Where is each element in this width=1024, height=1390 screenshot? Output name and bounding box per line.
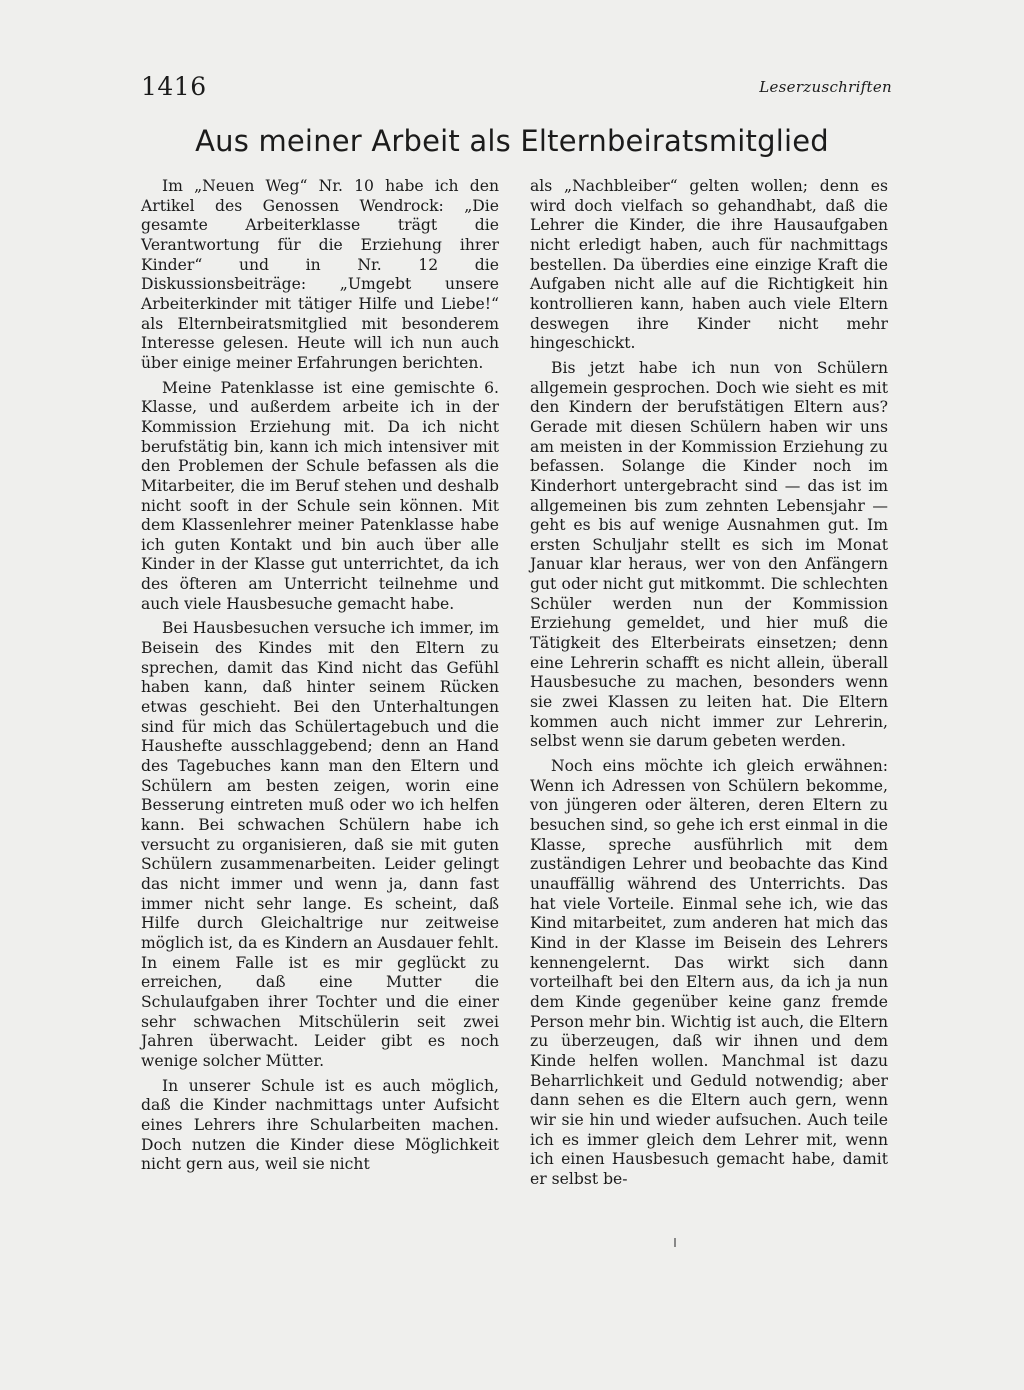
paragraph: Meine Patenklasse ist eine gemischte 6. Klasse, und außerdem arbeite ich in der Kommission Erziehung mit. Da ich nicht berufstätig bin, kann ich mich intensiver mit den Problemen der Schule befassen als die Mitarbeiter, die im Beruf stehen und deshalb nicht sooft in der Schule sein können. Mit dem Klassenlehrer meiner Patenklasse habe ich guten Kontakt und bin auch über alle Kinder in der Klasse gut unterrichtet, da ich des öfteren am Unterricht teilnehme und auch viele Hausbesuche gemacht habe. — [141, 378, 499, 613]
article-title: Aus meiner Arbeit als Elternbeiratsmitglied — [195, 124, 829, 158]
running-head: Leserzuschriften — [759, 78, 892, 96]
paragraph-continued: als „Nachbleiber“ gelten wollen; denn es wird doch vielfach so gehandhabt, daß die Lehrer die Kinder, die ihre Hausaufgaben nicht erledigt haben, auch für nachmittags bestellen. Da überdies eine einzige Kraft die Aufgaben nicht alle auf die Richtigkeit hin kontrollieren kann, haben auch viele Eltern deswegen ihre Kinder nicht mehr hingeschickt. — [530, 177, 888, 353]
paragraph: In unserer Schule ist es auch möglich, daß die Kinder nachmittags unter Aufsicht eines Lehrers ihre Schularbeiten machen. Doch nutzen die Kinder diese Möglichkeit nicht gern aus, weil sie nicht — [141, 1076, 499, 1174]
paragraph: Noch eins möchte ich gleich erwähnen: Wenn ich Adressen von Schülern bekomme, von jüngeren oder älteren, deren Eltern zu besuchen sind, so gehe ich erst einmal in die Klasse, spreche ausführlich mit dem zuständigen Lehrer und beobachte das Kind unauffällig während des Unterrichts. Das hat viele Vorteile. Einmal sehe ich, wie das Kind mitarbeitet, zum anderen hat mich das Kind in der Klasse im Beisein des Lehrers kennengelernt. Das wirkt sich dann vorteilhaft bei den Eltern aus, da ich ja nun dem Kinde gegenüber keine ganz fremde Person mehr bin. Wichtig ist auch, die Eltern zu überzeugen, daß wir ihnen und dem Kinde helfen wollen. Manchmal ist dazu Beharrlichkeit und Geduld notwendig; aber dann sehen es die Eltern auch gern, wenn wir sie hin und wieder aufsuchen. Auch teile ich es immer gleich dem Lehrer mit, wenn ich einen Hausbesuch gemacht habe, damit er selbst be- — [530, 757, 888, 1188]
paragraph: Bis jetzt habe ich nun von Schülern allgemein gesprochen. Doch wie sieht es mit den Kindern der berufstätigen Eltern aus? Gerade mit diesen Schülern haben wir uns am meisten in der Kommission Erziehung zu befassen. Solange die Kinder noch im Kinderhort untergebracht sind — das ist im allgemeinen bis zum zehnten Lebensjahr — geht es bis auf wenige Ausnahmen gut. Im ersten Schuljahr stellt es sich im Monat Januar klar heraus, wer von den Anfängern gut oder nicht gut mitkommt. Die schlechten Schüler werden nun der Kommission Erziehung gemeldet, und hier muß die Tätigkeit des Elterbeirats einsetzen; denn eine Lehrerin schafft es nicht allein, überall Hausbesuche zu machen, besonders wenn sie zwei Klassen zu leiten hat. Die Eltern kommen auch nicht immer zur Lehrerin, selbst wenn sie darum gebeten werden. — [530, 358, 888, 751]
page-number: 1416 — [141, 72, 207, 101]
paragraph: Bei Hausbesuchen versuche ich immer, im Beisein des Kindes mit den Eltern zu sprechen, damit das Kind nicht das Gefühl haben kann, daß hinter seinem Rücken etwas geschieht. Bei den Unterhaltungen sind für mich das Schülertagebuch und die Haushefte ausschlaggebend; denn an Hand des Tagebuches kann man den Eltern und Schülern am besten zeigen, worin eine Besserung eintreten muß oder wo ich helfen kann. Bei schwachen Schülern habe ich versucht zu organisieren, daß sie mit guten Schülern zusammenarbeiten. Leider gelingt das nicht immer und wenn ja, dann fast immer nicht sehr lange. Es scheint, daß Hilfe durch Gleichaltrige nur zeitweise möglich ist, da es Kindern an Ausdauer fehlt. In einem Falle ist es mir geglückt zu erreichen, daß eine Mutter die Schulaufgaben ihrer Tochter und die einer sehr schwachen Mitschülerin seit zwei Jahren überwacht. Leider gibt es noch wenige solcher Mütter. — [141, 619, 499, 1070]
print-mark — [674, 1238, 676, 1247]
left-column — [141, 177, 499, 1175]
right-column — [530, 177, 888, 1189]
paragraph: Im „Neuen Weg“ Nr. 10 habe ich den Artikel des Genossen Wendrock: „Die gesamte Arbeiterklasse trägt die Verantwortung für die Erziehung ihrer Kinder“ und in Nr. 12 die Diskussionsbeiträge: „Umgebt unsere Arbeiterkinder mit tätiger Hilfe und Liebe!“ als Elternbeiratsmitglied mit besonderem Interesse gelesen. Heute will ich nun auch über einige meiner Erfahrungen berichten. — [141, 177, 499, 372]
